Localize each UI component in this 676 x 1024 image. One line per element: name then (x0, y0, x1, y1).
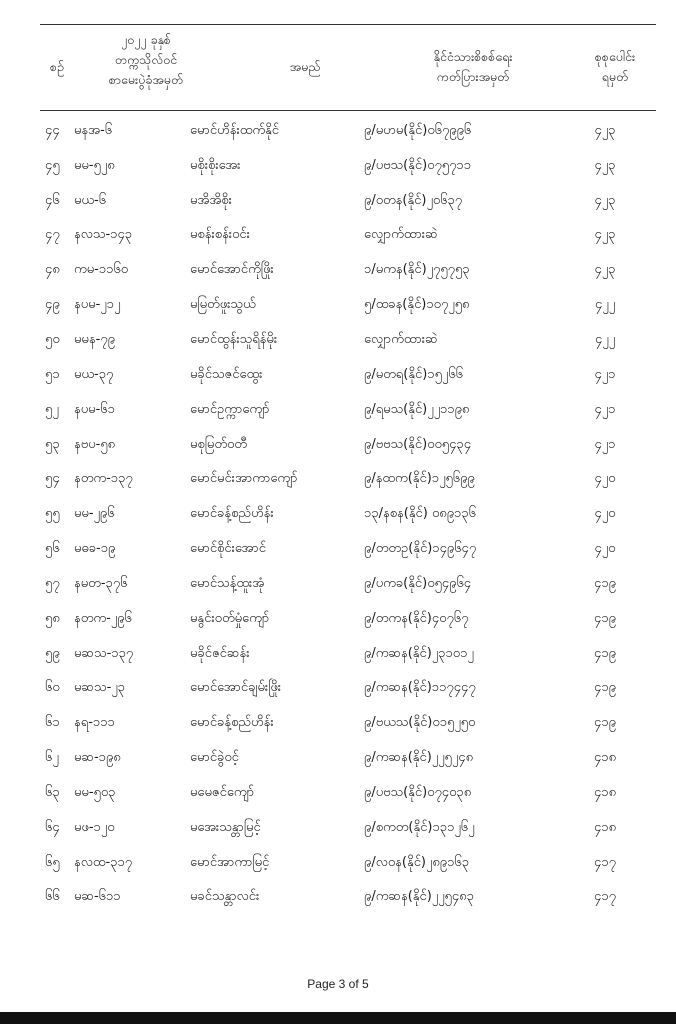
name-cell: မမြတ်ဖူးသွယ် (190, 297, 256, 313)
score-cell: ၄၁၉ (594, 680, 616, 696)
nrc-cell: ၉/လဝန(နိုင်)၂၈၉၁၆၃ (364, 854, 470, 870)
name-cell: မောင်ထွန်းသူရိန်မိုး (190, 331, 278, 347)
score-cell: ၄၁၉ (594, 610, 616, 626)
exam-roll-cell: မယ-၃၇ (74, 366, 114, 382)
table-row (40, 881, 656, 916)
table-top-rule (40, 24, 656, 25)
nrc-cell: ၉/တတဥ(နိုင်)၁၄၉၆၄၇ (364, 541, 477, 557)
nrc-cell: ၉/မဟမ(နိုင်)၀၆၇၉၉၆ (364, 122, 472, 138)
table-row (40, 532, 656, 567)
serial-cell: ၅၅ (45, 506, 60, 522)
score-cell: ၄၂၃ (594, 227, 616, 243)
exam-roll-cell: မနအ-၆ (74, 122, 113, 138)
table-row (40, 253, 656, 288)
serial-cell: ၄၇ (45, 227, 60, 243)
table-row (40, 288, 656, 323)
exam-roll-cell: နလသ-၁၄၃ (74, 227, 133, 243)
exam-roll-cell: နဗပ-၅၈ (74, 436, 115, 452)
exam-roll-cell: မမ-၅၂၈ (74, 157, 115, 173)
table-row (40, 637, 656, 672)
nrc-cell: ၉/ဗယသ(နိုင်)၀၁၅၂၅၀ (364, 715, 476, 731)
header-name: အမည် (289, 59, 321, 74)
score-cell: ၄၂၃ (594, 262, 616, 278)
serial-cell: ၅၇ (45, 575, 60, 591)
bottom-bar (0, 1012, 676, 1024)
nrc-cell: ၉/မတရ(နိုင်)၁၅၂၆၆ (364, 366, 463, 382)
score-cell: ၄၂၃ (594, 192, 616, 208)
nrc-cell: လျှောက်ထားဆဲ (364, 331, 438, 347)
results-table-body (40, 114, 656, 915)
serial-cell: ၆၀ (45, 680, 60, 696)
exam-roll-cell: နပမ-၂၁၂ (74, 297, 121, 313)
serial-cell: ၄၈ (45, 262, 60, 278)
name-cell: မောင်သန့်ထူးအုံ (190, 575, 265, 591)
table-row (40, 776, 656, 811)
score-cell: ၄၁၇ (594, 854, 616, 870)
score-cell: ၄၂၀ (594, 506, 616, 522)
name-cell: မစုမြတ်ဝတီ (190, 436, 247, 452)
nrc-cell: ၅/ထခန(နိုင်)၁၀၇၂၅၈ (364, 297, 470, 313)
table-row (40, 149, 656, 184)
exam-roll-cell: နတက-၂၉၆ (74, 610, 132, 626)
exam-roll-cell: နတက-၁၃၇ (74, 471, 133, 487)
name-cell: မောင်စိုင်းအောင် (190, 541, 266, 557)
exam-roll-cell: မမ-၅၀၃ (74, 784, 116, 800)
exam-roll-cell: မဆ-၁၉၈ (74, 750, 121, 766)
name-cell: မခင်သန္တာလင်း (190, 889, 260, 905)
score-cell: ၄၁၉ (594, 715, 616, 731)
exam-roll-cell: နမတ-၃၇၆ (74, 575, 128, 591)
serial-cell: ၅၁ (45, 366, 60, 382)
table-row (40, 672, 656, 707)
nrc-cell: လျှောက်ထားဆဲ (364, 227, 438, 243)
nrc-cell: ၉/ကဆန(နိုင်)၂၃၁၀၁၂ (364, 645, 474, 661)
name-cell: မစိုးစိုးအေး (190, 157, 241, 173)
serial-cell: ၆၃ (45, 784, 60, 800)
nrc-cell: ၉/ပဗသ(နိုင်)၀၇၅၇၁၁ (364, 157, 472, 173)
score-cell: ၄၂၀ (594, 471, 616, 487)
score-cell: ၄၁၈ (593, 750, 617, 766)
score-cell: ၄၂၃ (594, 157, 616, 173)
table-row (40, 393, 656, 428)
header-total-score-line1: စုစုပေါင်း (594, 49, 636, 64)
name-cell: မအေးသန္တာမြင့် (190, 819, 261, 835)
serial-cell: ၅၃ (45, 436, 60, 452)
name-cell: မနွင်းဝတ်မှုံကျော် (190, 610, 270, 626)
score-cell: ၄၂၂ (594, 297, 616, 313)
header-exam-roll (86, 30, 206, 90)
header-exam-roll-line3: စာမေးပွဲခုံအမှတ် (108, 72, 184, 87)
nrc-cell: ၉/နထက(နိုင်)၁၂၅၆၉၉ (364, 471, 475, 487)
nrc-cell: ၉/ကဆန(နိုင်)၂၂၅၂၄၈ (364, 750, 473, 766)
nrc-cell: ၉/ကဆန(နိုင်)၁၁၇၄၄၇ (364, 680, 476, 696)
serial-cell: ၄၅ (45, 157, 60, 173)
score-cell: ၄၁၈ (593, 784, 617, 800)
name-cell: မောင်ဟိန်းထက်နိုင် (190, 122, 280, 138)
name-cell: မခိုင်သဇင်ထွေး (190, 366, 263, 382)
name-cell: မောင်ခန့်စည်ဟိန်း (190, 506, 274, 522)
exam-roll-cell: ကမ-၁၁၆၀ (74, 262, 129, 278)
score-cell: ၄၁၉ (594, 575, 616, 591)
table-row (40, 114, 656, 149)
table-row (40, 602, 656, 637)
name-cell: မောင်ခွဲဝင့် (190, 750, 239, 766)
table-row (40, 811, 656, 846)
name-cell: မမေဇင်ကျော် (190, 784, 255, 800)
table-row (40, 497, 656, 532)
nrc-cell: ၉/ပဗသ(နိုင်)၀၇၄၀၃၈ (364, 784, 472, 800)
name-cell: မောင်မင်းအာကာကျော် (190, 471, 298, 487)
header-bottom-rule (40, 110, 656, 111)
header-nrc (398, 47, 548, 87)
exam-roll-cell: မဆ-၆၁၁ (74, 889, 121, 905)
table-row (40, 219, 656, 254)
score-cell: ၄၂၁ (594, 401, 616, 417)
header-serial: စဉ် (50, 59, 64, 74)
nrc-cell: ၉/ရမသ(နိုင်)၂၂၁၁၉၈ (364, 401, 470, 417)
page-number: Page 3 of 5 (307, 977, 369, 991)
serial-cell: ၅၉ (45, 645, 60, 661)
name-cell: မောင်ခန့်စည်ဟိန်း (190, 715, 274, 731)
exam-roll-cell: မမ-၂၉၆ (74, 506, 115, 522)
name-cell: မအိအိစိုး (190, 192, 232, 208)
score-cell: ၄၁၉ (594, 645, 616, 661)
serial-cell: ၅၆ (45, 541, 60, 557)
nrc-cell: ၁/မကန(နိုင်)၂၇၅၇၅၃ (364, 262, 470, 278)
exam-roll-cell: နလထ-၃၁၇ (74, 854, 133, 870)
exam-roll-cell: မဆသ-၂၃ (74, 680, 125, 696)
header-exam-roll-line2: တက္ကသိုလ်ဝင် (114, 52, 178, 67)
header-exam-roll-line1: ၂၀၂၂ ခုနှစ် (121, 32, 171, 47)
exam-roll-cell: မမန-၇၉ (74, 331, 115, 347)
name-cell: မောင်အောင်ကိုဖြိုး (190, 262, 274, 278)
serial-cell: ၄၆ (45, 192, 60, 208)
table-row (40, 323, 656, 358)
serial-cell: ၅၂ (45, 401, 59, 417)
table-row (40, 741, 656, 776)
exam-roll-cell: နပမ-၆၁ (74, 401, 115, 417)
header-nrc-line2: ကတ်ပြားအမှတ် (436, 69, 510, 84)
exam-roll-cell: နရ-၁၁၁ (74, 715, 115, 731)
name-cell: မောင်ဥက္ကာကျော် (190, 401, 270, 417)
exam-roll-cell: မဓခ-၁၉ (74, 541, 116, 557)
serial-cell: ၆၂ (45, 750, 59, 766)
nrc-cell: ၉/တကန(နိုင်)၄၀၇၆၇ (364, 610, 469, 626)
score-cell: ၄၂၂ (594, 331, 616, 347)
score-cell: ၄၁၇ (594, 889, 616, 905)
table-row (40, 462, 656, 497)
serial-cell: ၅၀ (45, 331, 60, 347)
table-row (40, 184, 656, 219)
score-cell: ၄၁၈ (593, 819, 617, 835)
nrc-cell: ၉/ဗဗသ(နိုင်)၀၀၅၄၃၄ (364, 436, 472, 452)
name-cell: မောင်အောင်ချမ်းဖြိုး (190, 680, 282, 696)
nrc-cell: ၉/ဝတန(နိုင်)၂၀၆၃၇ (364, 192, 463, 208)
exam-roll-cell: မယ-၆ (74, 192, 107, 208)
header-total-score-line2: ရမှတ် (601, 69, 629, 84)
table-row (40, 846, 656, 881)
nrc-cell: ၉/စကတ(နိုင်)၁၃၁၂၆၂ (364, 819, 475, 835)
results-table (40, 114, 656, 915)
score-cell: ၄၂၃ (594, 122, 616, 138)
name-cell: မခိုင်ဇင်ဆန်း (190, 645, 250, 661)
table-row (40, 428, 656, 463)
table-row (40, 358, 656, 393)
score-cell: ၄၂၁ (594, 436, 616, 452)
nrc-cell: ၁၃/နစန(နိုင်) ၀၈၉၁၃၆ (364, 506, 476, 522)
serial-cell: ၆၅ (45, 854, 60, 870)
nrc-cell: ၉/ပကခ(နိုင်)၀၅၄၉၆၄ (364, 575, 472, 591)
serial-cell: ၄၄ (45, 122, 60, 138)
serial-cell: ၆၆ (45, 889, 60, 905)
name-cell: မောင်အာကာမြင့် (190, 854, 270, 870)
nrc-cell: ၉/ကဆန(နိုင်)၂၂၅၄၈၃ (364, 889, 474, 905)
score-cell: ၄၂၁ (594, 366, 616, 382)
name-cell: မစန်းစန်းဝင်း (190, 227, 250, 243)
serial-cell: ၄၉ (45, 297, 60, 313)
exam-roll-cell: မဆသ-၁၃၇ (74, 645, 134, 661)
table-row (40, 567, 656, 602)
serial-cell: ၅၄ (45, 471, 60, 487)
serial-cell: ၅၈ (45, 610, 60, 626)
header-nrc-line1: နိုင်ငံသားစိစစ်ရေး (433, 49, 513, 64)
serial-cell: ၆၁ (45, 715, 60, 731)
score-cell: ၄၂၀ (594, 541, 616, 557)
exam-roll-cell: မဖ-၁၂၀ (74, 819, 115, 835)
serial-cell: ၆၄ (45, 819, 60, 835)
table-row (40, 706, 656, 741)
header-total-score (580, 47, 650, 87)
